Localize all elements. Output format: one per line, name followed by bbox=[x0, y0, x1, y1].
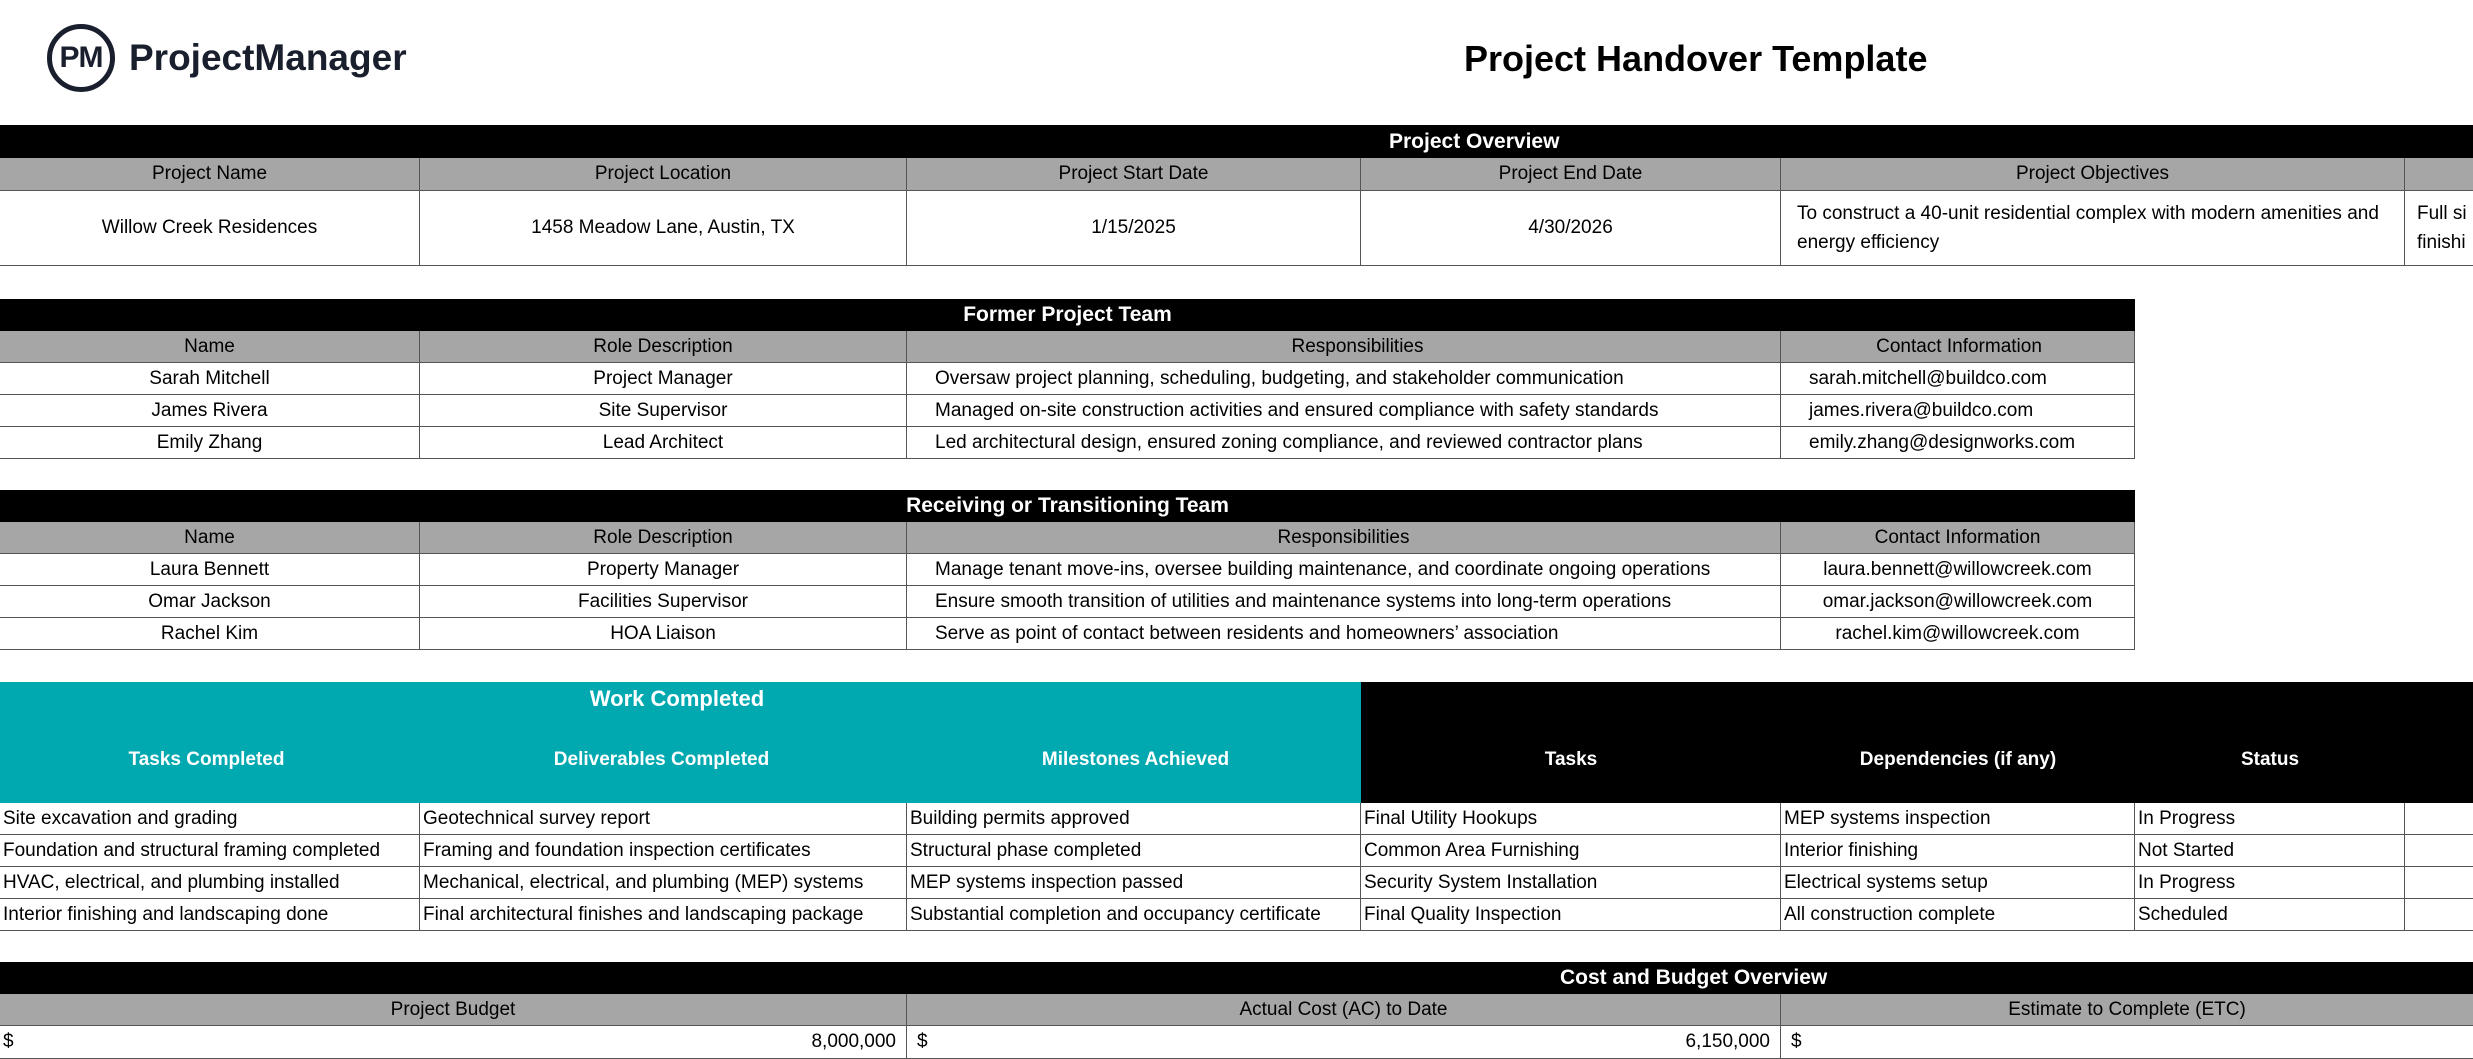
brand-name: ProjectManager bbox=[129, 37, 407, 78]
receiving-contact[interactable]: laura.bennett@willowcreek.com bbox=[1781, 554, 2135, 586]
cost-actual-cell[interactable] bbox=[907, 1026, 1781, 1059]
work-header-row bbox=[0, 740, 2473, 780]
former-responsibilities[interactable]: Led architectural design, ensured zoning compliance, and reviewed contractor plans bbox=[907, 427, 1781, 459]
former-header-name: Name bbox=[0, 331, 420, 363]
cost-actual-value: 6,150,000 bbox=[1685, 1031, 1770, 1052]
former-responsibilities[interactable]: Managed on-site construction activities and ensured compliance with safety standards bbox=[907, 395, 1781, 427]
receiving-header-contact: Contact Information bbox=[1781, 522, 2135, 554]
work-deliverable[interactable]: Final architectural finishes and landscaping package bbox=[420, 899, 907, 931]
cost-header-row bbox=[0, 994, 2473, 1026]
cost-header-actual: Actual Cost (AC) to Date bbox=[907, 994, 1781, 1026]
former-name[interactable]: James Rivera bbox=[0, 395, 420, 427]
receiving-name[interactable]: Rachel Kim bbox=[0, 618, 420, 650]
work-task-completed[interactable]: Site excavation and grading bbox=[0, 803, 420, 835]
former-role[interactable]: Site Supervisor bbox=[420, 395, 907, 427]
work-dependency[interactable]: MEP systems inspection bbox=[1781, 803, 2135, 835]
work-deliverable[interactable]: Framing and foundation inspection certificates bbox=[420, 835, 907, 867]
cost-budget-value: 8,000,000 bbox=[811, 1031, 896, 1052]
work-dependency[interactable]: All construction complete bbox=[1781, 899, 2135, 931]
work-task-completed[interactable]: Foundation and structural framing completed bbox=[0, 835, 420, 867]
receiving-responsibilities[interactable]: Manage tenant move-ins, oversee building maintenance, and coordinate ongoing operations bbox=[907, 554, 1781, 586]
overview-start-date[interactable]: 1/15/2025 bbox=[907, 191, 1361, 266]
overview-end-date[interactable]: 4/30/2026 bbox=[1361, 191, 1781, 266]
receiving-name[interactable]: Omar Jackson bbox=[0, 586, 420, 618]
table-row bbox=[0, 363, 2135, 395]
former-name[interactable]: Sarah Mitchell bbox=[0, 363, 420, 395]
receiving-name[interactable]: Laura Bennett bbox=[0, 554, 420, 586]
work-header-tasks: Tasks bbox=[1544, 749, 1598, 770]
work-dependency[interactable]: Electrical systems setup bbox=[1781, 867, 2135, 899]
table-row bbox=[0, 554, 2135, 586]
work-status[interactable]: In Progress bbox=[2135, 803, 2405, 835]
overview-header-location: Project Location bbox=[420, 158, 907, 191]
work-header-milestones: Milestones Achieved bbox=[1041, 749, 1230, 770]
overview-project-name[interactable]: Willow Creek Residences bbox=[0, 191, 420, 266]
work-task[interactable]: Final Quality Inspection bbox=[1361, 899, 1781, 931]
brand-logo bbox=[47, 20, 407, 96]
table-row bbox=[0, 427, 2135, 459]
work-task[interactable]: Security System Installation bbox=[1361, 867, 1781, 899]
receiving-role[interactable]: HOA Liaison bbox=[420, 618, 907, 650]
work-extra-cell bbox=[2405, 867, 2473, 899]
receiving-contact[interactable]: rachel.kim@willowcreek.com bbox=[1781, 618, 2135, 650]
former-contact[interactable]: emily.zhang@designworks.com bbox=[1781, 427, 2135, 459]
work-extra-cell bbox=[2405, 803, 2473, 835]
former-role[interactable]: Lead Architect bbox=[420, 427, 907, 459]
cost-value-row bbox=[0, 1026, 2473, 1059]
work-header-tasks-completed: Tasks Completed bbox=[128, 749, 285, 770]
work-status[interactable]: Not Started bbox=[2135, 835, 2405, 867]
former-responsibilities[interactable]: Oversaw project planning, scheduling, budgeting, and stakeholder communication bbox=[907, 363, 1781, 395]
work-extra-cell bbox=[2405, 835, 2473, 867]
table-row bbox=[0, 835, 2473, 867]
cost-heading: Cost and Budget Overview bbox=[0, 962, 2473, 994]
overview-header-row bbox=[0, 158, 2473, 191]
former-role[interactable]: Project Manager bbox=[420, 363, 907, 395]
work-completed-heading: Work Completed bbox=[589, 685, 765, 711]
overview-project-location[interactable]: 1458 Meadow Lane, Austin, TX bbox=[420, 191, 907, 266]
former-contact[interactable]: sarah.mitchell@buildco.com bbox=[1781, 363, 2135, 395]
former-header-contact: Contact Information bbox=[1781, 331, 2135, 363]
work-milestone[interactable]: MEP systems inspection passed bbox=[907, 867, 1361, 899]
currency-symbol: $ bbox=[3, 1031, 14, 1052]
cost-budget-cell[interactable] bbox=[0, 1026, 907, 1059]
work-header-status: Status bbox=[2240, 749, 2300, 770]
receiving-team-header-row bbox=[0, 522, 2135, 554]
former-team-header-row bbox=[0, 331, 2135, 363]
overview-header-name: Project Name bbox=[0, 158, 420, 191]
work-header-deliverables: Deliverables Completed bbox=[553, 749, 770, 770]
receiving-role[interactable]: Facilities Supervisor bbox=[420, 586, 907, 618]
overview-header-extra bbox=[2405, 158, 2473, 191]
table-row bbox=[0, 899, 2473, 931]
currency-symbol: $ bbox=[917, 1031, 928, 1052]
former-contact[interactable]: james.rivera@buildco.com bbox=[1781, 395, 2135, 427]
overview-heading: Project Overview bbox=[0, 125, 2473, 158]
former-name[interactable]: Emily Zhang bbox=[0, 427, 420, 459]
work-dependency[interactable]: Interior finishing bbox=[1781, 835, 2135, 867]
receiving-responsibilities[interactable]: Ensure smooth transition of utilities and maintenance systems into long-term operations bbox=[907, 586, 1781, 618]
receiving-team-heading: Receiving or Transitioning Team bbox=[0, 490, 2135, 522]
overview-header-start: Project Start Date bbox=[907, 158, 1361, 191]
table-row bbox=[0, 867, 2473, 899]
work-task[interactable]: Common Area Furnishing bbox=[1361, 835, 1781, 867]
table-row bbox=[0, 586, 2135, 618]
receiving-header-role: Role Description bbox=[420, 522, 907, 554]
former-team-heading: Former Project Team bbox=[0, 299, 2135, 331]
former-header-responsibilities: Responsibilities bbox=[907, 331, 1781, 363]
work-milestone[interactable]: Building permits approved bbox=[907, 803, 1361, 835]
receiving-header-responsibilities: Responsibilities bbox=[907, 522, 1781, 554]
work-header-dependencies: Dependencies (if any) bbox=[1859, 749, 2057, 770]
cost-header-etc: Estimate to Complete (ETC) bbox=[1781, 994, 2473, 1026]
receiving-role[interactable]: Property Manager bbox=[420, 554, 907, 586]
overview-objectives[interactable]: To construct a 40-unit residential complex with modern amenities and energy efficiency bbox=[1781, 191, 2405, 266]
table-row bbox=[0, 618, 2135, 650]
cost-etc-cell[interactable] bbox=[1781, 1026, 2473, 1059]
receiving-header-name: Name bbox=[0, 522, 420, 554]
cost-header-budget: Project Budget bbox=[0, 994, 907, 1026]
work-deliverable[interactable]: Mechanical, electrical, and plumbing (MEP) systems bbox=[420, 867, 907, 899]
work-milestone[interactable]: Substantial completion and occupancy certificate bbox=[907, 899, 1361, 931]
work-status[interactable]: Scheduled bbox=[2135, 899, 2405, 931]
currency-symbol: $ bbox=[1791, 1031, 1802, 1052]
work-status[interactable]: In Progress bbox=[2135, 867, 2405, 899]
work-deliverable[interactable]: Geotechnical survey report bbox=[420, 803, 907, 835]
work-task-completed[interactable]: Interior finishing and landscaping done bbox=[0, 899, 420, 931]
page-title: Project Handover Template bbox=[1464, 38, 1928, 79]
work-extra-cell bbox=[2405, 899, 2473, 931]
work-task-completed[interactable]: HVAC, electrical, and plumbing installed bbox=[0, 867, 420, 899]
overview-extra[interactable]: Full si finishi bbox=[2405, 191, 2473, 266]
table-row bbox=[0, 803, 2473, 835]
receiving-contact[interactable]: omar.jackson@willowcreek.com bbox=[1781, 586, 2135, 618]
overview-header-end: Project End Date bbox=[1361, 158, 1781, 191]
overview-value-row bbox=[0, 191, 2473, 266]
work-task[interactable]: Final Utility Hookups bbox=[1361, 803, 1781, 835]
receiving-responsibilities[interactable]: Serve as point of contact between residents and homeowners’ association bbox=[907, 618, 1781, 650]
work-milestone[interactable]: Structural phase completed bbox=[907, 835, 1361, 867]
table-row bbox=[0, 395, 2135, 427]
overview-header-objectives: Project Objectives bbox=[1781, 158, 2405, 191]
pm-logo-icon: PM bbox=[47, 24, 115, 92]
former-header-role: Role Description bbox=[420, 331, 907, 363]
